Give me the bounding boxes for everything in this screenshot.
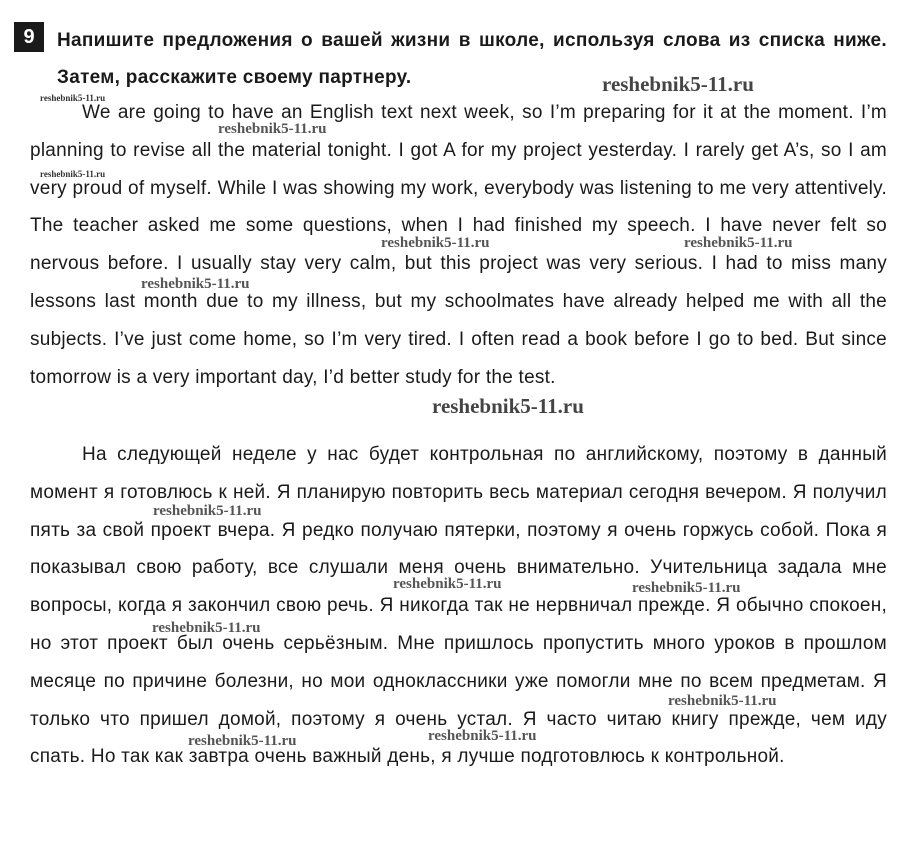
watermark: reshebnik5-11.ru [40,93,106,103]
watermark: reshebnik5-11.ru [432,394,584,418]
watermark: reshebnik5-11.ru [668,693,777,709]
watermark: reshebnik5-11.ru [153,503,262,519]
watermark: reshebnik5-11.ru [218,121,327,137]
watermark: reshebnik5-11.ru [428,728,537,744]
task-number-badge: 9 [14,22,44,52]
watermark: reshebnik5-11.ru [40,169,106,179]
task-instruction: Напишите предложения о вашей жизни в школе, используя слова из списка ниже. Затем, расскажите своему партнеру. [57,30,887,88]
watermark: reshebnik5-11.ru [152,620,261,636]
watermark: reshebnik5-11.ru [684,235,793,251]
watermark: reshebnik5-11.ru [632,580,741,596]
watermark: reshebnik5-11.ru [381,235,490,251]
watermark: reshebnik5-11.ru [188,733,297,749]
watermark: reshebnik5-11.ru [393,576,502,592]
english-paragraph: We are going to have an English text next week, so I’m preparing for it at the moment. I’m planning to revise all the material tonight. I got A for my project yesterday. I rarely get A’s, so I am very proud of myself. While I was showing my work, everybody was listening to me very attentively. The teacher asked me some questions, when I had finished my speech. I have never felt so nervous before. I usually stay very calm, but this project was very serious. I had to miss many lessons last month due to my illness, but my schoolmates have already helped me with all the subjects. I’ve just come home, so I’m very tired. I often read a book before I go to bed. But since tomorrow is a very important day, I’d better study for the test. [30,102,887,388]
watermark: reshebnik5-11.ru [141,276,250,292]
watermark: reshebnik5-11.ru [602,72,754,96]
russian-paragraph: На следующей неделе у нас будет контрольная по английскому, поэтому в данный момент я готовлюсь к ней. Я планирую повторить весь материал сегодня вечером. Я получил пять за свой проект вчера. Я редко получаю пятерки, поэтому я очень горжусь собой. Пока я показывал свою работу, все слушали меня очень внимательно. Учительница задала мне вопросы, когда я закончил свою речь. Я никогда так не нервничал прежде. Я обычно спокоен, но этот проект был очень серьёзным. Мне пришлось пропустить много уроков в прошлом месяце по причине болезни, но мои одноклассники уже помогли мне по всем предметам. Я только что пришел домой, поэтому я очень устал. Я часто читаю книгу прежде, чем иду спать. Но так как завтра очень важный день, я лучше подготовлюсь к контрольной. [30,444,887,768]
